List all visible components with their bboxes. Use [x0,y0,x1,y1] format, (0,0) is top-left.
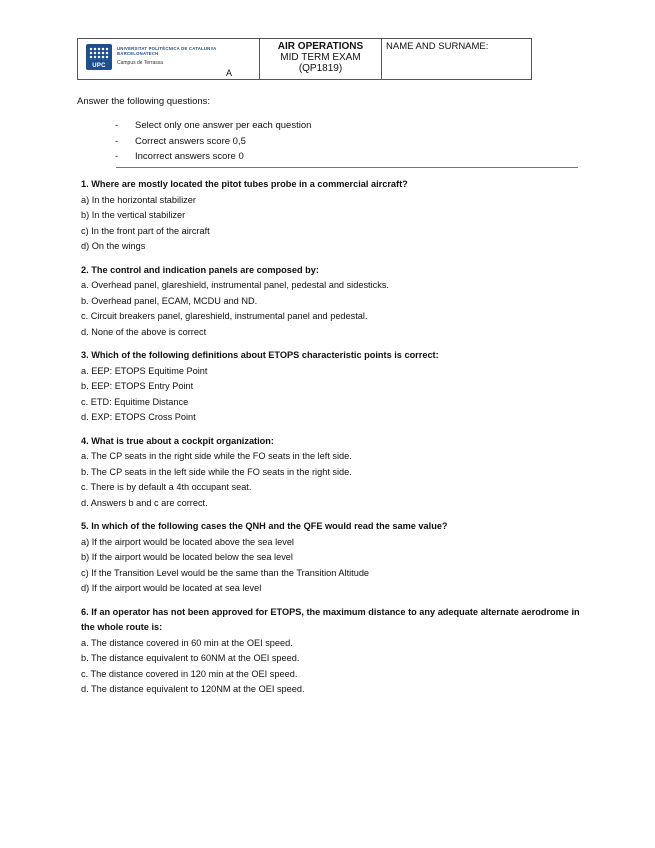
rule-text: Incorrect answers score 0 [135,151,244,162]
rule-dash: - [115,151,119,162]
answer-option[interactable]: b. The CP seats in the left side while the FO seats in the right side. [81,466,352,477]
rule-dash: - [115,120,119,131]
logo-text: UPC [92,63,106,69]
rule-item [115,151,311,167]
answer-option[interactable]: c) In the front part of the aircraft [81,225,210,236]
question-text: 2. The control and indication panels are composed by: [81,264,319,275]
question-6 [81,605,581,698]
questions-list [81,177,581,706]
answer-option[interactable]: d) On the wings [81,241,146,251]
title-cell [260,39,382,79]
rules-list [115,120,311,167]
answer-option[interactable]: a) If the airport would be located above the sea level [81,536,294,547]
question-text: 4. What is true about a cockpit organization: [81,435,274,446]
answer-option[interactable]: b. EEP: ETOPS Entry Point [81,381,194,391]
answer-option[interactable]: a. EEP: ETOPS Equitime Point [81,365,208,376]
answer-option[interactable]: c. There is by default a 4th occupant seat. [81,482,252,492]
divider [116,167,578,168]
answer-option[interactable]: a. Overhead panel, glareshield, instrumental panel, pedestal and sidesticks. [81,280,389,290]
rule-text: Correct answers score 0,5 [135,135,246,147]
answer-option[interactable]: c. Circuit breakers panel, glareshield, instrumental panel and pedestal. [81,311,368,321]
answer-option[interactable]: c) If the Transition Level would be the same than the Transition Altitude [81,567,370,578]
answer-option[interactable]: b) If the airport would be located below the sea level [81,552,293,562]
question-text: 3. Which of the following definitions about ETOPS characteristic points is correct: [81,350,439,360]
answer-option[interactable]: a. The CP seats in the right side while the FO seats in the left side. [81,451,352,461]
rule-item [115,136,311,152]
question-3 [81,348,581,426]
question-text: 6. If an operator has not been approved for ETOPS, the maximum distance to any adequate alternate aerodrome in the whole route is: [81,606,580,632]
logo-cell [78,39,260,79]
rule-text: Select only one answer per each question [135,120,312,131]
exam-variant: A [226,68,233,78]
exam-header [77,38,532,80]
question-5 [81,519,581,597]
logo-dots-icon [89,47,109,60]
question-4 [81,434,581,512]
answer-option[interactable]: c. The distance covered in 120 min at the OEI speed. [81,668,298,679]
answer-option[interactable]: d. EXP: ETOPS Cross Point [81,412,196,422]
question-1 [81,177,581,255]
rule-item [115,120,311,136]
answer-option[interactable]: b) In the vertical stabilizer [81,210,186,220]
answer-option[interactable]: c. ETD: Equitime Distance [81,396,189,407]
question-text: 1. Where are mostly located the pitot tubes probe in a commercial aircraft? [81,179,408,189]
answer-option[interactable]: a) In the horizontal stabilizer [81,194,196,205]
question-2 [81,263,581,341]
answer-option[interactable]: d. Answers b and c are correct. [81,497,208,508]
upc-logo [86,44,112,70]
name-cell[interactable] [382,39,531,79]
rule-dash: - [115,135,119,147]
campus-name: Campus de Terrassa [117,60,164,66]
answer-option[interactable]: b. The distance equivalent to 60NM at the OEI speed. [81,653,300,663]
exam-code: (QP1819) [298,63,343,74]
answer-option[interactable]: d. None of the above is correct [81,326,207,337]
exam-subtitle: MID TERM EXAM [280,52,361,63]
answer-option[interactable]: b. Overhead panel, ECAM, MCDU and ND. [81,295,258,306]
exam-title: AIR OPERATIONS [277,41,364,52]
university-name: UNIVERSITAT POLITÈCNICA DE CATALUNYA BARCELONATECH [117,46,217,56]
question-text: 5. In which of the following cases the QNH and the QFE would read the same value? [81,521,448,531]
answer-option[interactable]: a. The distance covered in 60 min at the OEI speed. [81,637,293,648]
answer-option[interactable]: d. The distance equivalent to 120NM at the OEI speed. [81,684,305,694]
answer-option[interactable]: d) If the airport would be located at sea level [81,583,262,593]
name-label: NAME AND SURNAME: [386,41,489,52]
intro-text: Answer the following questions: [77,96,211,107]
